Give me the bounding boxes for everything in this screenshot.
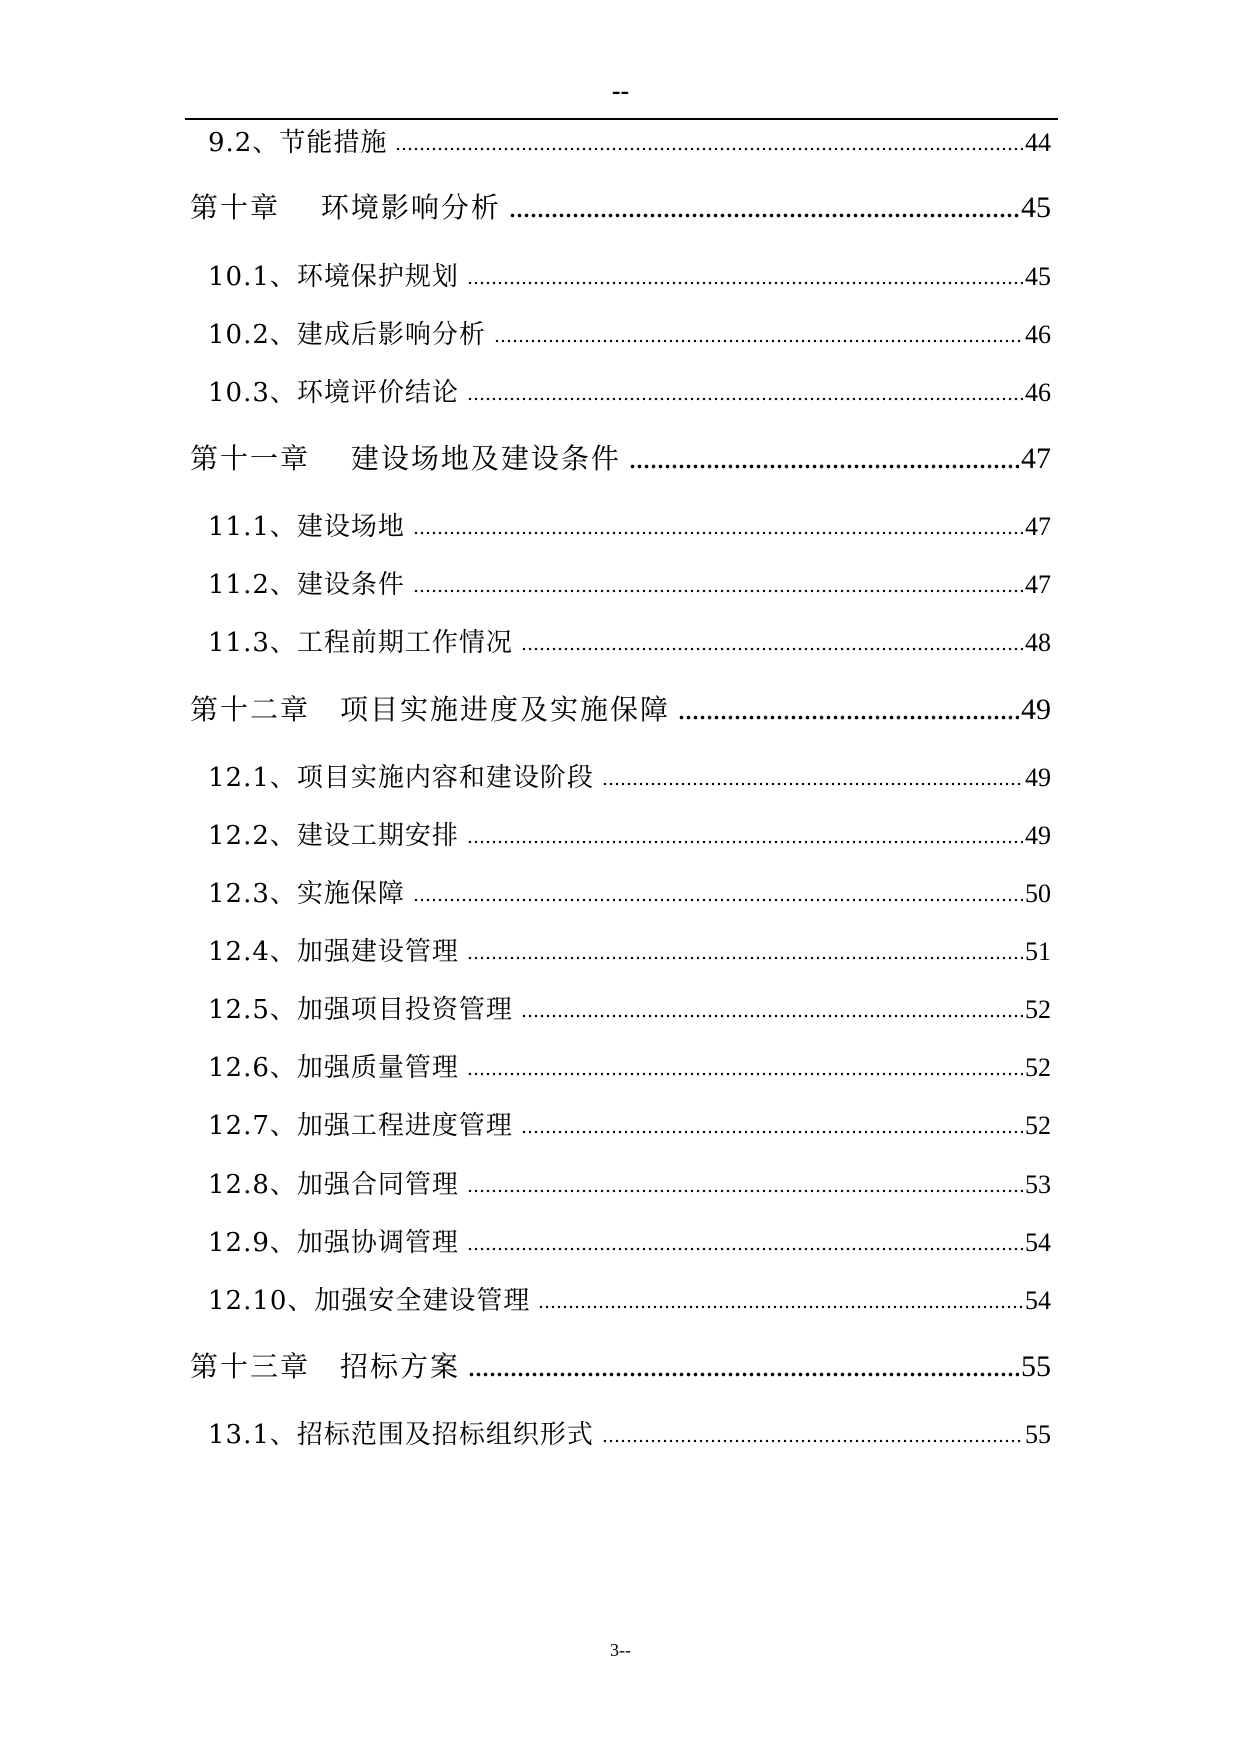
toc-entry-label: 12.1、项目实施内容和建设阶段 <box>208 763 594 793</box>
toc-entry-label: 12.10、加强安全建设管理 <box>208 1286 531 1316</box>
toc-dot-leader <box>467 1247 1023 1251</box>
toc-entry-label: 12.3、实施保障 <box>208 879 405 909</box>
toc-dot-leader <box>494 339 1023 343</box>
toc-dot-leader <box>678 715 1019 720</box>
toc-entry[interactable] <box>208 256 1051 293</box>
toc-dot-leader <box>538 1305 1023 1309</box>
toc-entry-page: 47 <box>1021 442 1051 475</box>
toc-entry[interactable] <box>190 437 1051 477</box>
toc-entry-page: 54 <box>1025 1228 1051 1257</box>
toc-entry-label: 第十章 环境影响分析 <box>190 191 501 224</box>
toc-entry[interactable] <box>208 815 1051 852</box>
toc-entry[interactable] <box>208 1222 1051 1259</box>
toc-entry-label: 12.9、加强协调管理 <box>208 1228 459 1258</box>
toc-entry-label: 12.5、加强项目投资管理 <box>208 995 513 1025</box>
toc-entry-page: 44 <box>1025 128 1051 157</box>
toc-dot-leader <box>413 531 1023 535</box>
toc-dot-leader <box>395 147 1023 151</box>
toc-entry-page: 49 <box>1025 763 1051 792</box>
toc-dot-leader <box>509 213 1019 218</box>
toc-entry-page: 52 <box>1025 1053 1051 1082</box>
toc-entry-page: 48 <box>1025 628 1051 657</box>
toc-entry-label: 12.7、加强工程进度管理 <box>208 1111 513 1141</box>
toc-entry-label: 11.3、工程前期工作情况 <box>208 628 513 658</box>
toc-entry[interactable] <box>208 873 1051 910</box>
toc-entry-page: 51 <box>1025 937 1051 966</box>
toc-entry[interactable] <box>190 186 1051 226</box>
toc-entry-label: 第十一章 建设场地及建设条件 <box>190 442 621 475</box>
toc-entry-label: 11.1、建设场地 <box>208 512 405 542</box>
toc-entry-label: 13.1、招标范围及招标组织形式 <box>208 1420 594 1450</box>
toc-entry-page: 53 <box>1025 1170 1051 1199</box>
toc-entry-page: 52 <box>1025 1111 1051 1140</box>
toc-entry-page: 46 <box>1025 320 1051 349</box>
toc-entry-page: 46 <box>1025 378 1051 407</box>
toc-entry-label: 第十三章 招标方案 <box>190 1350 461 1383</box>
toc-dot-leader <box>467 1072 1023 1076</box>
toc-entry-page: 45 <box>1021 191 1051 224</box>
toc-entry-label: 9.2、节能措施 <box>208 128 388 158</box>
toc-dot-leader <box>602 1439 1023 1443</box>
toc-entry[interactable] <box>208 1280 1051 1317</box>
toc-entry-label: 12.2、建设工期安排 <box>208 821 459 851</box>
toc-entry[interactable] <box>208 1047 1051 1084</box>
toc-entry[interactable] <box>208 1105 1051 1142</box>
toc-entry-page: 47 <box>1025 570 1051 599</box>
toc-entry[interactable] <box>208 506 1051 543</box>
toc-entry-page: 55 <box>1025 1420 1051 1449</box>
toc-entry-label: 10.1、环境保护规划 <box>208 262 459 292</box>
toc-entry-page: 49 <box>1021 693 1051 726</box>
toc-entry-label: 10.2、建成后影响分析 <box>208 320 486 350</box>
toc-entry-label: 10.3、环境评价结论 <box>208 378 459 408</box>
toc-entry[interactable] <box>208 372 1051 409</box>
toc-entry[interactable] <box>190 688 1051 728</box>
toc-dot-leader <box>467 281 1023 285</box>
toc-dot-leader <box>602 782 1023 786</box>
toc-dot-leader <box>467 956 1023 960</box>
toc-entry-page: 54 <box>1025 1286 1051 1315</box>
toc-entry-page: 55 <box>1021 1350 1051 1383</box>
toc-dot-leader <box>629 464 1019 469</box>
page-number: 3-- <box>610 1640 631 1660</box>
toc-dot-leader <box>413 589 1023 593</box>
toc-entry-label: 12.4、加强建设管理 <box>208 937 459 967</box>
toc-dot-leader <box>521 647 1023 651</box>
toc-entry[interactable] <box>208 314 1051 351</box>
toc-entry[interactable] <box>208 931 1051 968</box>
toc-entry[interactable] <box>190 1345 1051 1385</box>
toc-entry[interactable] <box>208 1164 1051 1201</box>
toc-dot-leader <box>521 1014 1023 1018</box>
toc-dot-leader <box>521 1130 1023 1134</box>
toc-dot-leader <box>467 840 1023 844</box>
toc-entry-label: 12.8、加强合同管理 <box>208 1170 459 1200</box>
toc-entry[interactable] <box>208 989 1051 1026</box>
toc-entry[interactable] <box>208 122 1051 159</box>
toc-entry-page: 52 <box>1025 995 1051 1024</box>
toc-entry[interactable] <box>208 564 1051 601</box>
toc-dot-leader <box>467 397 1023 401</box>
toc-dot-leader <box>468 1372 1019 1377</box>
toc-entry-page: 49 <box>1025 821 1051 850</box>
toc-dot-leader <box>413 898 1023 902</box>
toc-entry[interactable] <box>208 757 1051 794</box>
toc-entry[interactable] <box>208 622 1051 659</box>
toc-dot-leader <box>467 1189 1023 1193</box>
toc-entry[interactable] <box>208 1414 1051 1451</box>
header-mark: -- <box>611 76 630 105</box>
toc-entry-page: 50 <box>1025 879 1051 908</box>
toc-entry-label: 11.2、建设条件 <box>208 570 405 600</box>
toc-entry-label: 12.6、加强质量管理 <box>208 1053 459 1083</box>
toc-entry-page: 45 <box>1025 262 1051 291</box>
toc-entry-label: 第十二章 项目实施进度及实施保障 <box>190 693 671 726</box>
toc-entry-page: 47 <box>1025 512 1051 541</box>
